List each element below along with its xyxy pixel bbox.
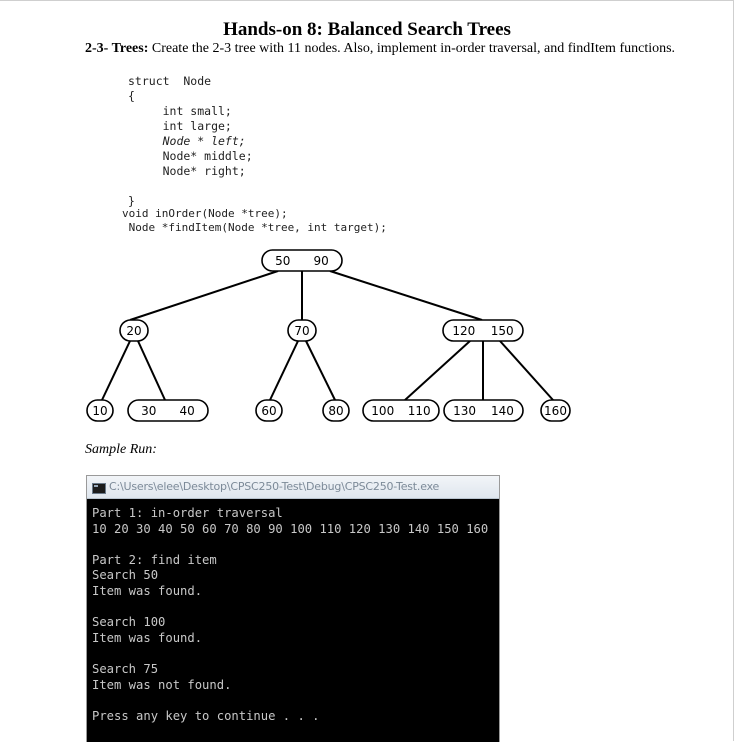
struct-code-line: } bbox=[128, 194, 135, 208]
tree-edge bbox=[330, 271, 482, 320]
function-prototype-line: Node *findItem(Node *tree, int target); bbox=[122, 221, 387, 234]
tree-node-value: 60 bbox=[261, 404, 277, 418]
console-line: 10 20 30 40 50 60 70 80 90 100 110 120 130 140 150 160 bbox=[92, 521, 489, 536]
console-line bbox=[92, 646, 488, 662]
console-line: Press any key to continue . . . bbox=[92, 708, 320, 723]
console-window-title: C:\Users\elee\Desktop\CPSC250-Test\Debug\CPSC250-Test.exe bbox=[109, 480, 440, 493]
tree-node bbox=[262, 250, 342, 271]
tree-edge bbox=[138, 341, 165, 400]
tree-edge bbox=[102, 341, 130, 400]
console-line: Search 50 bbox=[92, 568, 159, 583]
console-line: Item was found. bbox=[92, 630, 203, 645]
struct-code-line: Node * left; bbox=[128, 134, 246, 148]
page-title: Hands-on 8: Balanced Search Trees bbox=[223, 19, 511, 40]
struct-code-line: Node* middle; bbox=[128, 149, 253, 163]
struct-code-line: int large; bbox=[128, 119, 232, 133]
tree-node bbox=[256, 400, 282, 421]
struct-code-line: int small; bbox=[128, 104, 232, 118]
tree-node-value: 10 bbox=[92, 404, 108, 418]
tree-edge bbox=[270, 341, 298, 400]
tree-node-value: 100 bbox=[371, 404, 395, 418]
console-line bbox=[92, 537, 488, 553]
tree-node-value: 160 bbox=[544, 404, 567, 418]
console-window bbox=[86, 475, 500, 742]
tree-node bbox=[363, 400, 439, 421]
tree-node bbox=[87, 400, 113, 421]
console-titlebar[interactable] bbox=[87, 476, 499, 499]
tree-node-value: 50 bbox=[275, 254, 291, 268]
tree-node-value: 40 bbox=[179, 404, 195, 418]
tree-edge bbox=[130, 271, 278, 320]
console-app-icon bbox=[92, 483, 106, 494]
sample-run-label: Sample Run: bbox=[85, 442, 157, 457]
tree-node-value: 70 bbox=[294, 324, 310, 338]
console-line bbox=[92, 693, 488, 709]
tree-node bbox=[444, 400, 523, 421]
console-line: Part 2: find item bbox=[92, 552, 217, 567]
console-line: Part 1: in-order traversal bbox=[92, 506, 283, 520]
tree-node-shape bbox=[128, 400, 208, 421]
tree-node-value: 80 bbox=[328, 404, 344, 418]
tree-node bbox=[288, 320, 316, 341]
console-line: Item was not found. bbox=[92, 677, 232, 692]
struct-code-line: struct Node bbox=[128, 74, 212, 88]
function-prototype-line: void inOrder(Node *tree); bbox=[122, 207, 288, 220]
tree-edge bbox=[306, 341, 335, 400]
tree-node bbox=[541, 400, 570, 421]
struct-code-line: { bbox=[128, 89, 135, 103]
tree-node-value: 30 bbox=[141, 404, 157, 418]
task-text: Create the 2-3 tree with 11 nodes. Also, implement in-order traversal, and findItem functions. bbox=[148, 41, 676, 56]
tree-node-value: 130 bbox=[453, 404, 476, 418]
tree-node bbox=[128, 400, 208, 421]
tree-edge bbox=[500, 341, 553, 400]
console-line: Item was found. bbox=[92, 583, 203, 598]
tree-node-shape bbox=[262, 250, 342, 271]
console-line: Search 100 bbox=[92, 615, 166, 630]
tree-edge bbox=[405, 341, 470, 400]
tree-node-value: 90 bbox=[313, 254, 329, 268]
struct-code-line: Node* right; bbox=[128, 164, 246, 178]
console-output bbox=[92, 506, 488, 724]
console-line: Search 75 bbox=[92, 661, 159, 676]
tree-node bbox=[323, 400, 349, 421]
tree-node-value: 20 bbox=[126, 324, 142, 338]
task-heading: 2-3- Trees: bbox=[85, 41, 149, 56]
tree-node-value: 120 bbox=[452, 324, 476, 338]
tree-node bbox=[443, 320, 523, 341]
console-line bbox=[92, 600, 488, 616]
tree-node-value: 110 bbox=[407, 404, 431, 418]
tree-node bbox=[120, 320, 148, 341]
tree-node-value: 140 bbox=[491, 404, 514, 418]
tree-node-value: 150 bbox=[490, 324, 514, 338]
